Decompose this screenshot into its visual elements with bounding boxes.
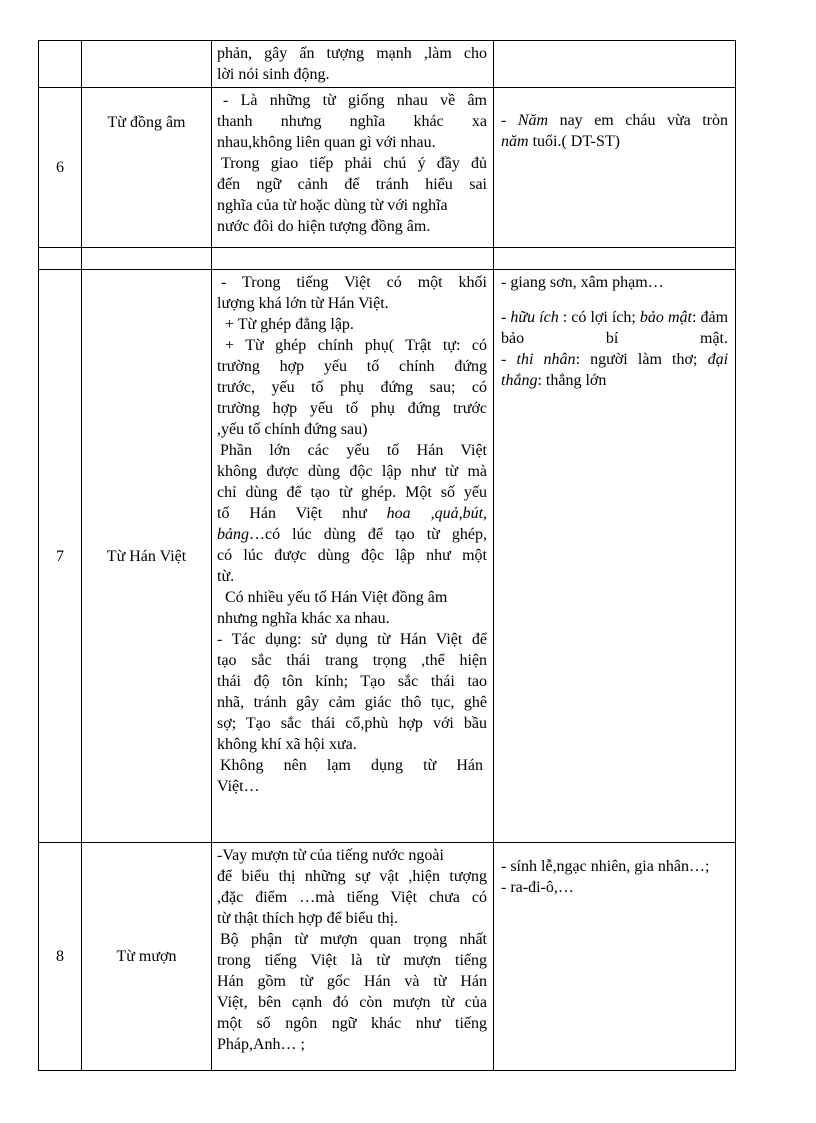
example-term: bảo mật bbox=[639, 309, 692, 326]
row-number bbox=[39, 248, 82, 270]
vocabulary-table bbox=[38, 40, 736, 1071]
example-italic: Năm bbox=[517, 112, 549, 129]
table-row bbox=[39, 248, 736, 270]
term-cell: Từ Hán Việt bbox=[82, 270, 212, 843]
table-row bbox=[39, 41, 736, 88]
row-number: 6 bbox=[39, 88, 82, 248]
italic-example: hoa ,quả,bút, bbox=[386, 505, 488, 522]
italic-example: bảng bbox=[217, 526, 249, 543]
description-cell: - Trong tiếng Việt có một khối lượng khá lớn từ Hán Việt. + Từ ghép đẳng lập. + Từ ghép chính phụ( Trật tự: có trường hợp yếu tố chính đứng trước, yếu tố phụ đứng sau; có trường hợp yếu tố phụ đứng trước ,yếu tố chính đứng sau) Phần lớn các yếu tố Hán Việt không được dùng độc lập như từ mà chỉ dùng để tạo từ ghép. Một số yếu tố Hán Việt như hoa ,quả,bút, bảng…có lúc dùng để tạo từ ghép, có lúc được dùng độc lập như một từ. Có nhiều yếu tố Hán Việt đồng âm nhưng nghĩa khác xa nhau. - Tác dụng: sử dụng từ Hán Việt để tạo sắc thái trang trọng ,thể hiện thái độ tôn kính; Tạo sắc thái tao nhã, tránh gây cảm giác thô tục, ghê sợ; Tạo sắc thái cổ,phù hợp với bầu không khí xã hội xưa. Không nên lạm dụng từ Hán Việt… bbox=[212, 270, 494, 843]
example-cell: - sính lễ,ngạc nhiên, gia nhân…; - ra-đi-ô,… bbox=[494, 843, 736, 1071]
term-cell: Từ đồng âm bbox=[82, 88, 212, 248]
term-cell: Từ mượn bbox=[82, 843, 212, 1071]
term-cell bbox=[82, 248, 212, 270]
table-row bbox=[39, 270, 736, 843]
description-cell bbox=[212, 248, 494, 270]
term-cell bbox=[82, 41, 212, 88]
table-row bbox=[39, 843, 736, 1071]
text-segment: …có lúc dùng để tạo từ ghép, bbox=[249, 526, 487, 543]
row-number: 7 bbox=[39, 270, 82, 843]
example-text: : thắng lớn bbox=[537, 372, 607, 389]
example-text: tuổi.( DT-ST) bbox=[528, 133, 620, 150]
example-text: : người làm thơ; bbox=[575, 351, 708, 368]
example-cell bbox=[494, 41, 736, 88]
description-cell: - Là những từ giống nhau về âm thanh nhưng nghĩa khác xa nhau,không liên quan gì với nhau. Trong giao tiếp phải chú ý đầy đủ đến ngữ cảnh để tránh hiểu sai nghĩa của từ hoặc dùng từ với nghĩa nước đôi do hiện tượng đồng âm. bbox=[212, 88, 494, 248]
example-cell: - Năm nay em cháu vừa tròn năm tuổi.( DT-ST) bbox=[494, 88, 736, 248]
example-text: : có lợi ích; bbox=[558, 309, 640, 326]
example-cell: - giang sơn, xâm phạm… - hữu ích : có lợi ích; bảo mật: đảm bảo bí mật. - thi nhân: người làm thơ; đại thắng: thắng lớn bbox=[494, 270, 736, 843]
row-number bbox=[39, 41, 82, 88]
description-cell: -Vay mượn từ của tiếng nước ngoài để biểu thị những sự vật ,hiện tượng ,đặc điểm …mà tiếng Việt chưa có từ thật thích hợp để biểu thị. Bộ phận từ mượn quan trọng nhất trong tiếng Việt là từ mượn tiếng Hán gồm từ gốc Hán và từ Hán Việt, bên cạnh đó còn mượn từ của một số ngôn ngữ khác như tiếng Pháp,Anh… ; bbox=[212, 843, 494, 1071]
example-term: đại thắng bbox=[501, 351, 729, 389]
row-number: 8 bbox=[39, 843, 82, 1071]
text-segment: tố Hán Việt như bbox=[217, 505, 367, 522]
table-row bbox=[39, 88, 736, 248]
description-cell: phản, gây ấn tượng mạnh ,làm cho lời nói sinh động. bbox=[212, 41, 494, 88]
example-italic: năm bbox=[501, 133, 529, 150]
example-text: nay em cháu vừa tròn bbox=[548, 112, 729, 129]
example-term: thi nhân bbox=[516, 351, 576, 368]
example-text: : đảm bảo bí mật. bbox=[501, 309, 729, 347]
example-term: hữu ích bbox=[510, 309, 559, 326]
example-cell bbox=[494, 248, 736, 270]
